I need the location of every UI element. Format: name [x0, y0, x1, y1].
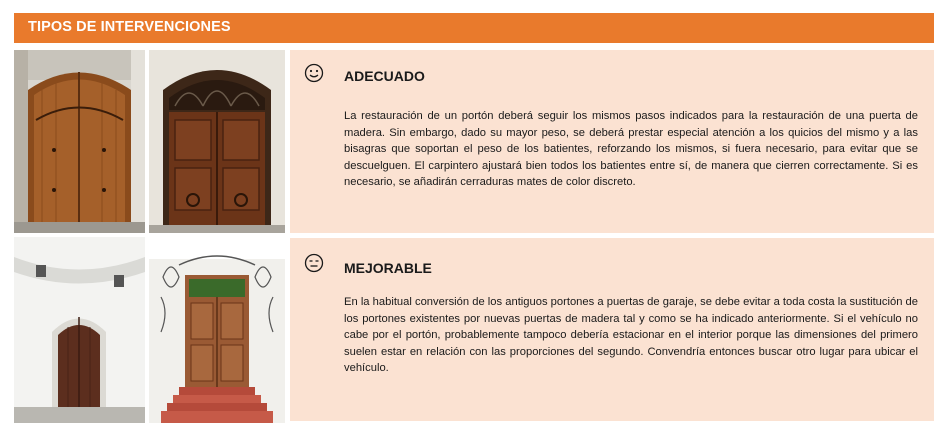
section-heading: ADECUADO [344, 68, 425, 84]
photo-paneled-door-with-grille [149, 50, 285, 233]
smiley-neutral-icon [304, 253, 324, 273]
photo-door-with-iron-ornament [149, 237, 285, 423]
section-heading: MEJORABLE [344, 260, 432, 276]
section-adecuado [290, 50, 934, 233]
section-mejorable [290, 238, 934, 421]
section-title: TIPOS DE INTERVENCIONES [28, 19, 231, 35]
photo-arched-door-white-wall [14, 237, 145, 423]
smiley-happy-icon [304, 63, 324, 83]
section-header [14, 13, 934, 43]
photo-wooden-arched-door [14, 50, 145, 233]
section-body: La restauración de un portón deberá seguir los mismos pasos indicados para la restauración de una puerta de madera. Sin embargo, dado su mayor peso, se deberá prestar especial atención a los quicios del mismo y a las bisagras que soportan el peso de los batientes, reforzando los mismos, si fuera necesario, para evitar que se descuelguen. El carpintero ajustará bien todos los batientes entre sí, de manera que cierren correctamente. Si es necesario, se añadirán cerraduras mates de color discreto. [344, 110, 918, 188]
section-body: En la habitual conversión de los antiguos portones a puertas de garaje, se debe evitar a toda costa la sustitución de los portones existentes por nuevas puertas de madera tal y como se ha indicado anteriormente. Si el vehículo no cabe por el portón, probablemente tampoco debería estacionar en el interior porque las dimensiones del primero suelen estar en relación con las proporciones del segundo. Convendría entonces buscar otro lugar para ubicar el vehículo. [344, 296, 918, 374]
